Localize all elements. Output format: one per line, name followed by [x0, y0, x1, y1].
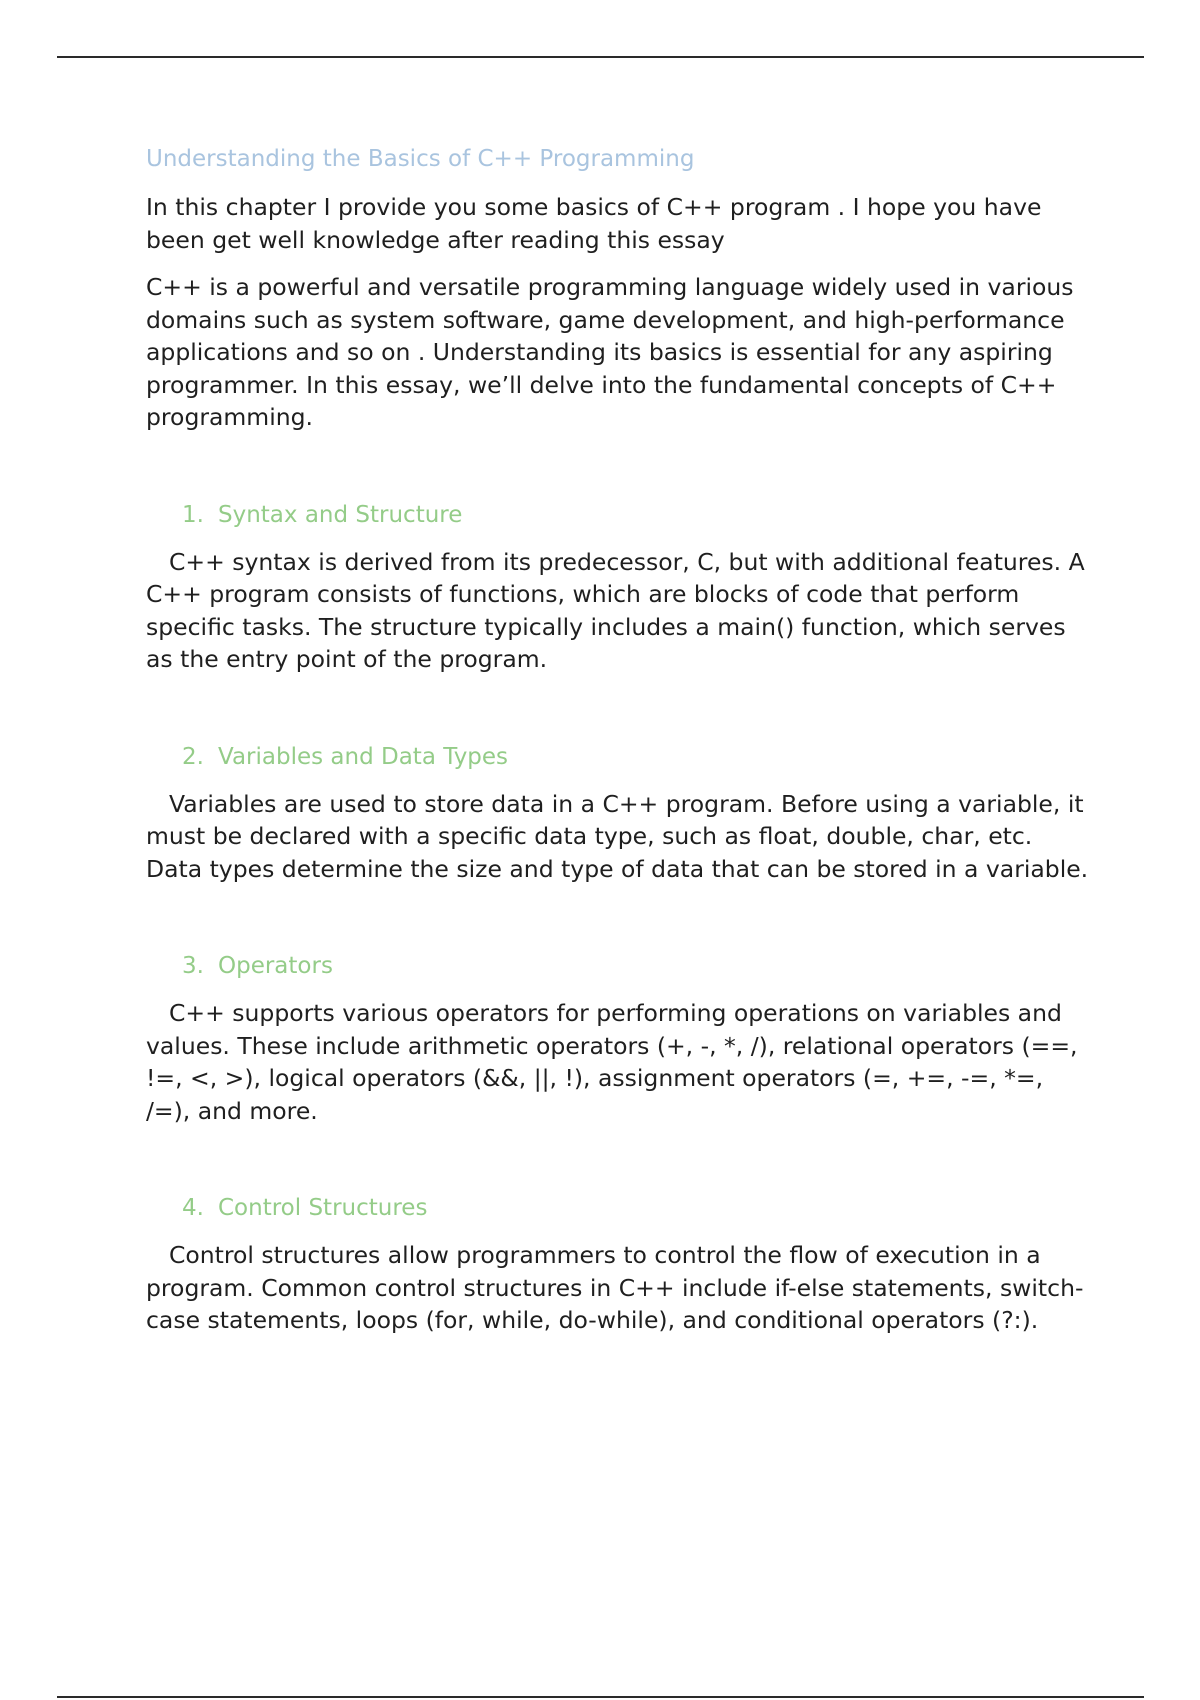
bottom-rule	[57, 1696, 1144, 1698]
top-rule	[57, 56, 1144, 58]
section-title: Syntax and Structure	[218, 501, 463, 528]
section-heading	[182, 950, 1091, 982]
section-title: Operators	[218, 953, 333, 979]
section-number: 4.	[182, 1195, 204, 1221]
section-body: Control structures allow programmers to control the flow of execution in a program. Common control structures in C++ include if-else statements, switch-case statements, loops (for, while, do-while), and conditional operators (?:).	[146, 1241, 1084, 1334]
section-number: 2.	[182, 743, 204, 770]
section-body: C++ syntax is derived from its predecessor, C, but with additional features. A C++ program consists of functions, which are blocks of code that perform specific tasks. The structure typically includes a main() function, which serves as the entry point of the program.	[146, 547, 1085, 673]
document-body	[146, 143, 1091, 1337]
section-title: Variables and Data Types	[218, 743, 509, 770]
section-control-structures	[146, 1192, 1091, 1337]
lead-paragraph: C++ is a powerful and versatile programming language widely used in various domains such as system software, game development, and high-performance applications and so on . Understanding its basics is essential for any aspiring programmer. In this essay, we’ll delve into the fundamental concepts of C++ programming.	[146, 273, 1074, 431]
section-heading	[182, 1192, 1091, 1224]
section-number: 3.	[182, 953, 204, 979]
section-heading	[182, 741, 1091, 773]
section-heading	[182, 499, 1091, 531]
section-operators	[146, 950, 1091, 1127]
section-variables-and-data-types	[146, 741, 1091, 886]
intro-paragraph: In this chapter I provide you some basics of C++ program . I hope you have been get well knowledge after reading this essay	[146, 193, 1042, 254]
section-syntax-and-structure	[146, 499, 1091, 676]
document-title: Understanding the Basics of C++ Programming	[146, 146, 695, 172]
section-body: Variables are used to store data in a C++ program. Before using a variable, it must be declared with a specific data type, such as float, double, char, etc. Data types determine the size and type of data that can be stored in a variable.	[146, 789, 1089, 883]
section-body: C++ supports various operators for performing operations on variables and values. These include arithmetic operators (+, -, *, /), relational operators (==, !=, <, >), logical operators (&&, ||, !), assignment operators (=, +=, -=, *=, /=), and more.	[146, 999, 1078, 1125]
section-number: 1.	[182, 501, 204, 528]
section-title: Control Structures	[218, 1195, 428, 1221]
